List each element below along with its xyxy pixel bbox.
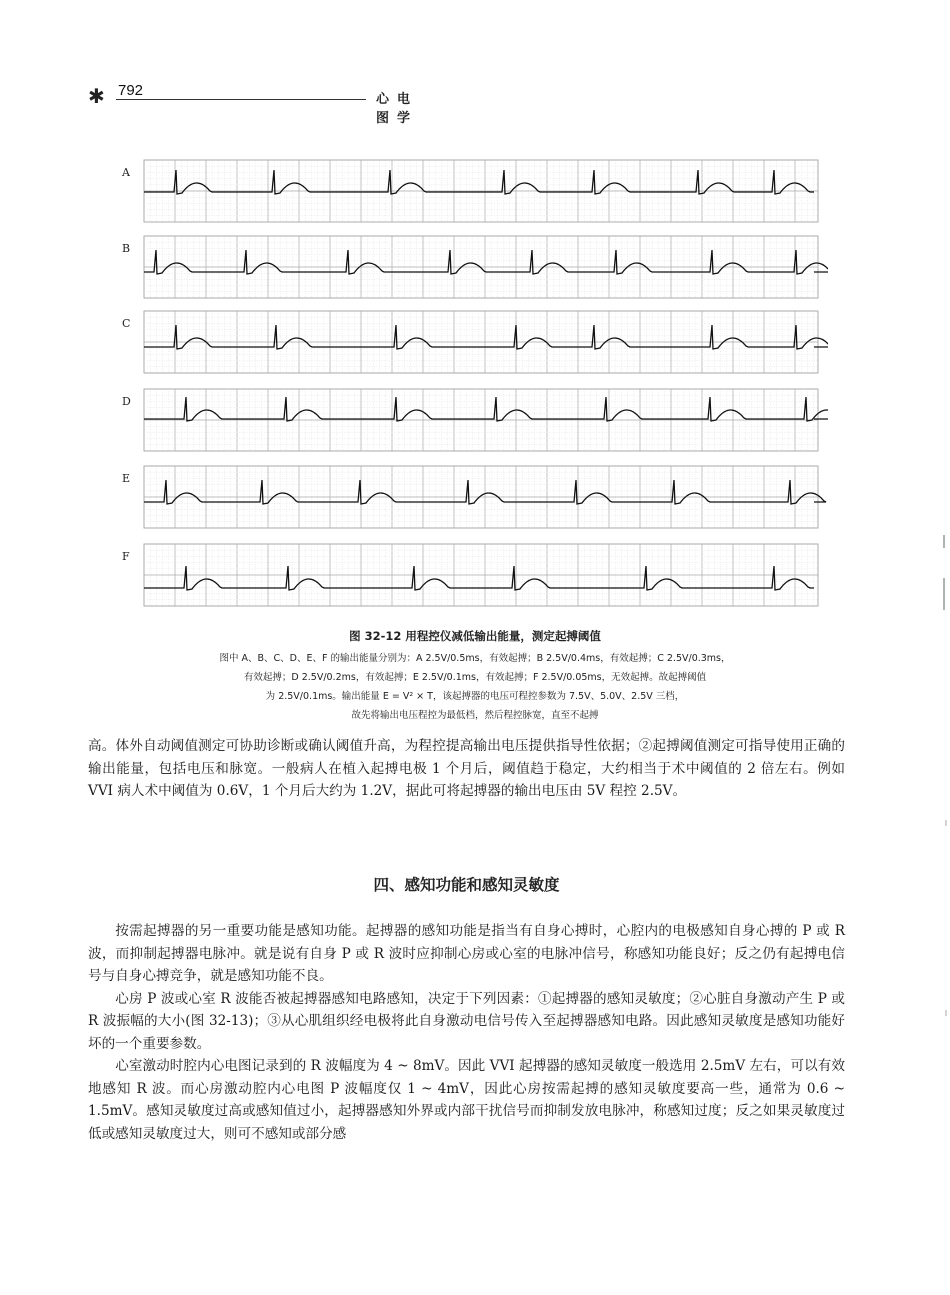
strip-label-d: D — [122, 395, 131, 408]
caption-line-4: 故先将输出电压程控为最低档，然后程控脉宽，直至不起搏 — [351, 710, 599, 721]
strip-label-f: F — [122, 550, 130, 563]
strip-label-a: A — [122, 166, 130, 179]
ecg-figure — [108, 152, 828, 614]
strip-label-b: B — [122, 242, 131, 255]
body-paragraphs — [88, 920, 845, 1145]
ecg-strip-c — [122, 311, 828, 373]
caption-line-2: 有效起搏；D 2.5V/0.2ms，有效起搏；E 2.5V/0.1ms，有效起搏；F 2.5V/0.05ms，无效起搏。故起搏阈值 — [243, 672, 707, 683]
section-heading: 四、感知功能和感知灵敏度 — [373, 876, 560, 894]
strip-label-e: E — [122, 472, 131, 485]
ecg-strip-d — [122, 389, 828, 451]
star-marker: ✱ — [88, 84, 105, 108]
paragraph-2: 按需起搏器的另一重要功能是感知功能。起搏器的感知功能是指当有自身心搏时，心腔内的电极感知自身心搏的 P 或 R 波，而抑制起搏器电脉冲。就是说有自身 P 或 R 波时应抑制心房或心室的电脉冲信号，称感知功能良好；反之仍有起搏电信号与自身心搏竞争，就是感知功能不良。 — [88, 923, 845, 984]
figure-caption — [96, 628, 854, 725]
header-rule — [116, 99, 366, 100]
paragraph-1 — [88, 735, 845, 803]
book-title: 心电图学 — [376, 92, 419, 126]
caption-line-1: 图中 A、B、C、D、E、F 的输出能量分别为：A 2.5V/0.5ms，有效起搏；B 2.5V/0.4ms，有效起搏；C 2.5V/0.3ms， — [219, 653, 731, 664]
ecg-strip-f — [122, 544, 818, 606]
ecg-strip-b — [122, 236, 828, 298]
ecg-strip-e — [122, 466, 826, 528]
ecg-strips — [108, 152, 828, 614]
ecg-strip-a — [121, 160, 818, 222]
page-header — [88, 82, 419, 126]
scan-edge-marks — [940, 0, 950, 1295]
strip-label-c: C — [122, 317, 131, 330]
caption-line-3: 为 2.5V/0.1ms。输出能量 E = V² × T，该起搏器的电压可程控参数为 7.5V、5.0V、2.5V 三档， — [265, 691, 685, 702]
paragraph-3: 心房 P 波或心室 R 波能否被起搏器感知电路感知，决定于下列因素：①起搏器的感知灵敏度；②心脏自身激动产生 P 或 R 波振幅的大小(图 32-13)；③从心肌组织经电极将此自身激动电信号传入至起搏器感知电路。因此感知灵敏度是感知功能好坏的一个重要参数。 — [88, 990, 845, 1052]
paragraph-1-text: 高。体外自动阈值测定可协助诊断或确认阈值升高，为程控提高输出电压提供指导性依据；②起搏阈值测定可指导使用正确的输出能量，包括电压和脉宽。一般病人在植入起搏电极 1 个月后，阈值趋于稳定，大约相当于术中阈值的 2 倍左右。例如 VVI 病人术中阈值为 0.6V，1 个月后大约为 1.2V，据此可将起搏器的输出电压由 5V 程控 2.5V。 — [88, 738, 845, 799]
paragraph-4: 心室激动时腔内心电图记录到的 R 波幅度为 4 ~ 8mV。因此 VVI 起搏器的感知灵敏度一般选用 2.5mV 左右，可以有效地感知 R 波。而心房激动腔内心电图 P 波幅度仅 1 ~ 4mV，因此心房按需起搏的感知灵敏度要高一些，通常为 0.6 ~ 1.5mV。感知灵敏度过高或感知值过小，起搏器感知外界或内部干扰信号而抑制发放电脉冲，称感知过度；反之如果灵敏度过低或感知灵敏度过大，则可不感知或部分感 — [88, 1058, 845, 1142]
page-number: 792 — [118, 82, 144, 99]
figure-title: 图 32-12 用程控仪减低输出能量，测定起搏阈值 — [349, 629, 601, 643]
